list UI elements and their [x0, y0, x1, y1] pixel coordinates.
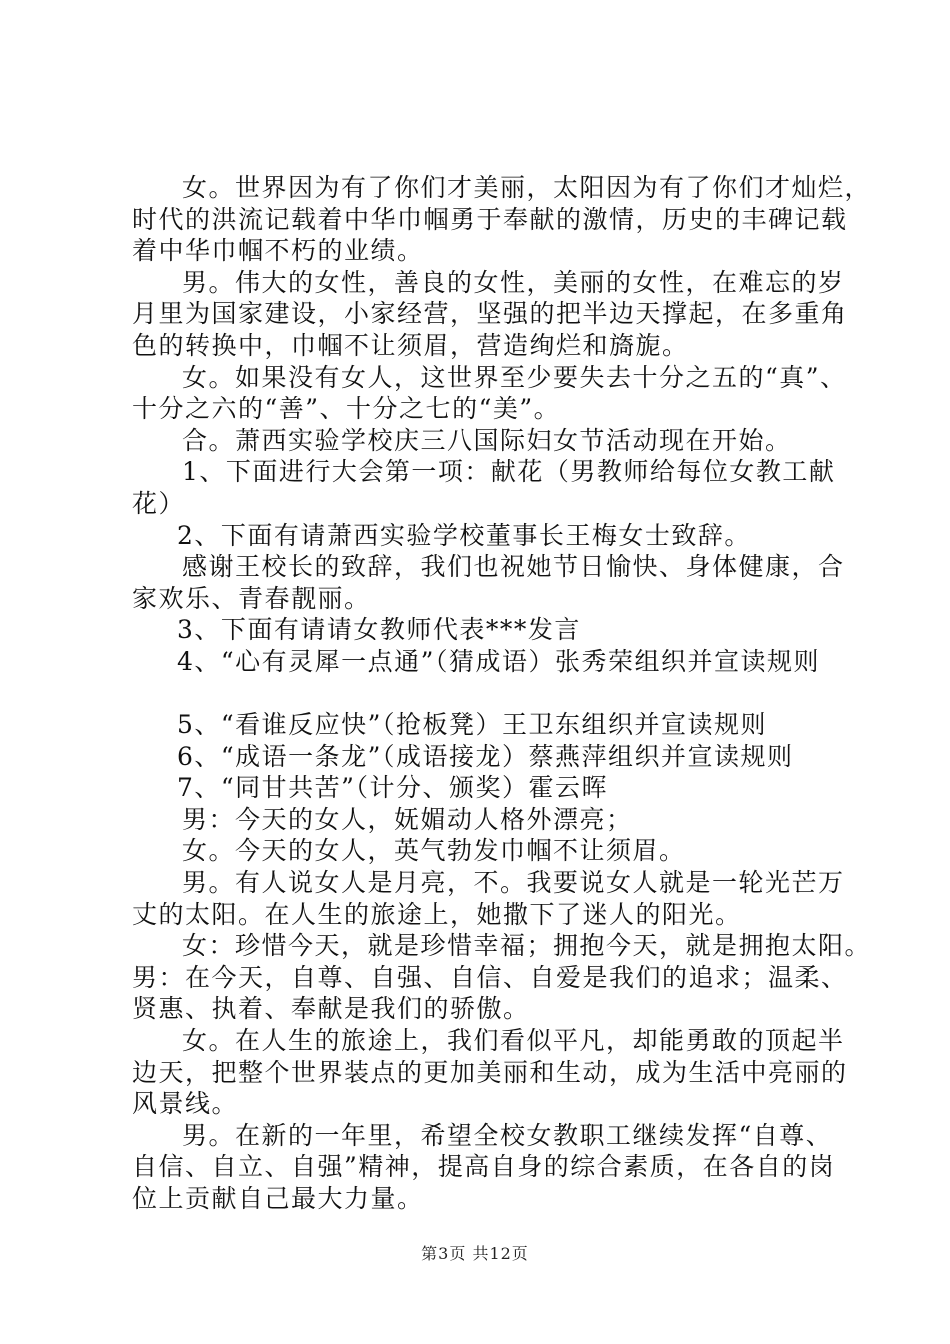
- text-line: 女。如果没有女人，这世界至少要失去十分之五的“真”、: [182, 362, 847, 392]
- text-line: 风景线。: [132, 1089, 239, 1119]
- text-line: 合。萧西实验学校庆三八国际妇女节活动现在开始。: [182, 425, 792, 455]
- blank-line: [132, 678, 832, 710]
- text-line: 自信、自立、自强”精神，提高自身的综合素质，在各自的岗: [132, 1152, 836, 1182]
- text-line: 男。伟大的女性，善良的女性，美丽的女性，在难忘的岁: [182, 267, 845, 297]
- text-line: 1、下面进行大会第一项：献花（男教师给每位女教工献: [182, 457, 836, 487]
- text-line: 边天，把整个世界装点的更加美丽和生动，成为生活中亮丽的: [132, 1057, 848, 1087]
- text-line: 3、下面有请请女教师代表***发言: [177, 615, 581, 645]
- text-line: 花）: [132, 488, 186, 518]
- text-line: 男：在今天，自尊、自强、自信、自爱是我们的追求；温柔、: [132, 962, 848, 992]
- text-line: 十分之六的“善”、十分之七的“美”。: [132, 394, 561, 424]
- text-line: 4、“心有灵犀一点通”（猜成语）张秀荣组织并宣读规则: [177, 646, 820, 676]
- text-line: 男。有人说女人是月亮，不。我要说女人就是一轮光芒万: [182, 868, 845, 898]
- text-line: 男。在新的一年里，希望全校女教职工继续发挥“自尊、: [182, 1120, 833, 1150]
- text-line: 5、“看谁反应快”（抢板凳）王卫东组织并宣读规则: [177, 710, 767, 740]
- text-line: 6、“成语一条龙”（成语接龙）蔡燕萍组织并宣读规则: [177, 741, 794, 771]
- text-line: 家欢乐、青春靓丽。: [132, 583, 371, 613]
- text-line: 月里为国家建设，小家经营，坚强的把半边天撑起，在多重角: [132, 299, 848, 329]
- text-line: 色的转换中，巾帼不让须眉，营造绚烂和旖旎。: [132, 330, 689, 360]
- text-line: 男：今天的女人，妩媚动人格外漂亮；: [182, 804, 633, 834]
- text-line: 着中华巾帼不朽的业绩。: [132, 236, 424, 266]
- text-line: 丈的太阳。在人生的旅途上，她撒下了迷人的阳光。: [132, 899, 742, 929]
- page-number-footer: 第3页 共12页: [421, 1244, 529, 1263]
- text-line: 时代的洪流记载着中华巾帼勇于奉献的激情，历史的丰碑记载: [132, 204, 848, 234]
- text-line: 女：珍惜今天，就是珍惜幸福；拥抱今天，就是拥抱太阳。: [182, 931, 872, 961]
- text-line: 感谢王校长的致辞，我们也祝她节日愉快、身体健康，合: [182, 552, 845, 582]
- text-line: 7、“同甘共苦”（计分、颁奖）霍云晖: [177, 773, 608, 803]
- document-body: [132, 172, 872, 1215]
- text-line: 位上贡献自己最大力量。: [132, 1184, 424, 1213]
- text-line: 女。在人生的旅途上，我们看似平凡，却能勇敢的顶起半: [182, 1026, 845, 1056]
- text-line: 女。今天的女人，英气勃发巾帼不让须眉。: [182, 836, 686, 866]
- text-line: 2、下面有请萧西实验学校董事长王梅女士致辞。: [177, 520, 751, 550]
- text-line: 女。世界因为有了你们才美丽，太阳因为有了你们才灿烂，: [182, 173, 872, 202]
- text-line: 贤惠、执着、奉献是我们的骄傲。: [132, 994, 530, 1024]
